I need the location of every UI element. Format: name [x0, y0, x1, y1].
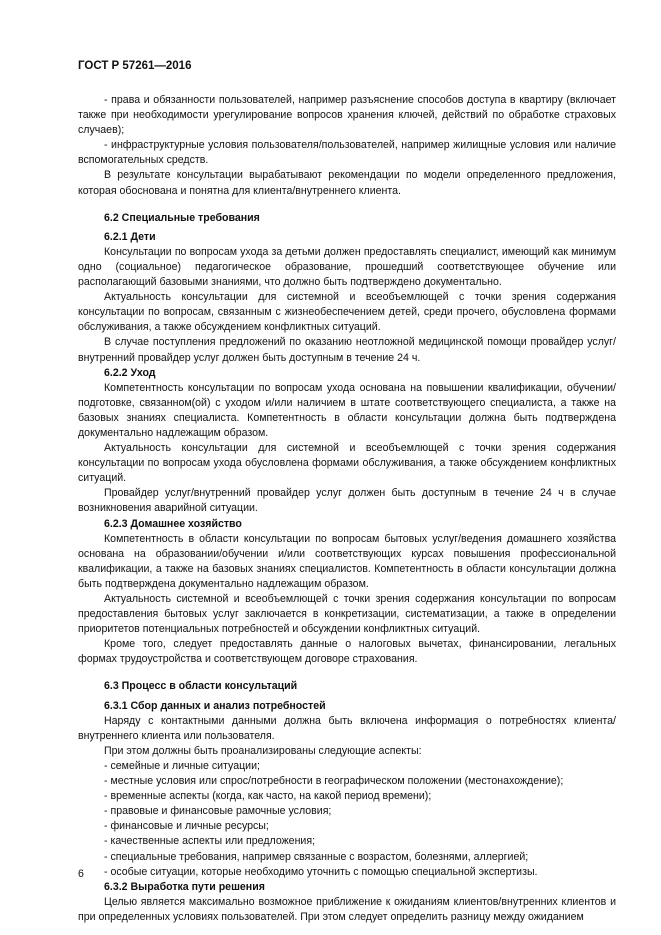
list-item: - финансовые и личные ресурсы; — [104, 820, 269, 833]
paragraph: Компетентность консультации по вопросам ухода основана на повышении квалификации, обучении/подготовке, связанном(ой) с уходом и/или наличием в штате соответствующего специалиста, а также на базовых знаниях специалиста. Компетентность в области консультации должна быть подтверждена документально надлежащим образом. — [78, 381, 616, 439]
section-title-6-3: 6.3 Процесс в области консультаций — [104, 680, 298, 693]
list-item: - качественные аспекты или предложения; — [104, 835, 316, 848]
list-item: - инфраструктурные условия пользователя/пользователей, например жилищные условия или наличие вспомогательных средств. — [78, 139, 616, 167]
paragraph: Актуальность консультации для системной и всеобъемлющей с точки зрения содержания консультации по вопросам, связанным с жизнеобеспечением детей, среди прочего, обусловлена формами обслуживания, а также обсуждением конфликтных ситуаций. — [78, 291, 616, 334]
list-item: - особые ситуации, которые необходимо уточнить с помощью специальной экспертизы. — [104, 865, 538, 878]
paragraph: Актуальность системной и всеобъемлющей с точки зрения содержания консультации по вопросам предоставления бытовых услуг заключается в конкретизации, систематизации, а также в определении приоритетов потенциальных потребностей и обсуждении конфликтных ситуаций. — [78, 593, 616, 636]
paragraph: Актуальность консультации для системной и всеобъемлющей с точки зрения содержания консультации по вопросам ухода обусловлена формами обслуживания, а также обсуждением конфликтных ситуаций. — [78, 442, 616, 485]
subsection-title-6-2-3: 6.2.3 Домашнее хозяйство — [104, 517, 242, 530]
list-item: - правовые и финансовые рамочные условия; — [104, 805, 332, 818]
paragraph: При этом должны быть проанализированы следующие аспекты: — [104, 744, 422, 757]
list-item: - временные аспекты (когда, как часто, на какой период времени); — [104, 790, 432, 803]
paragraph: Консультации по вопросам ухода за детьми должен предоставлять специалист, имеющий как минимум одно (социальное) педагогическое образование, прошедший соответствующее обучение или располагающий базовыми знаниями, что должно быть подтверждено документально. — [78, 245, 616, 289]
paragraph: В случае поступления предложений по оказанию неотложной медицинской помощи провайдер услуг/внутренний провайдер услуг должен быть доступным в течение 24 ч. — [78, 336, 616, 364]
subsection-title-6-3-2: 6.3.2 Выработка пути решения — [104, 880, 265, 893]
list-item: - местные условия или спрос/потребности в географическом положении (местонахождение); — [104, 775, 564, 788]
paragraph: В результате консультации вырабатывают рекомендации по модели определенного предложения, которая обоснована и понятна для клиента/внутреннего клиента. — [78, 169, 616, 197]
list-item: - специальные требования, например связанные с возрастом, болезнями, аллергией; — [104, 850, 529, 863]
subsection-title-6-3-1: 6.3.1 Сбор данных и анализ потребностей — [104, 699, 326, 712]
paragraph: Провайдер услуг/внутренний провайдер услуг должен быть доступным в течение 24 ч в случае возникновения аварийной ситуации. — [78, 487, 616, 515]
subsection-title-6-2-1: 6.2.1 Дети — [104, 230, 156, 243]
section-title-6-2: 6.2 Специальные требования — [104, 211, 260, 224]
document-header: ГОСТ Р 57261—2016 — [78, 60, 192, 72]
subsection-title-6-2-2: 6.2.2 Уход — [104, 366, 156, 379]
list-item: - права и обязанности пользователей, например разъяснение способов доступа в квартиру (включает также при необходимости урегулирование вопросов хранения ключей, действий по обработке страховых случаев); — [78, 94, 616, 137]
paragraph: Целью является максимально возможное приближение к ожиданиям клиентов/внутренних клиентов и при определенных условиях пользователей. При этом следует определить разницу между ожиданием — [78, 895, 616, 923]
paragraph: Наряду с контактными данными должна быть включена информация о потребностях клиента/внутреннего клиента или пользователя. — [78, 714, 616, 742]
page-content — [78, 93, 616, 925]
paragraph: Компетентность в области консультации по вопросам бытовых услуг/ведения домашнего хозяйства основана на образовании/обучении и/или соответствующих курсах повышения профессиональной квалификации, а также на базовых знаниях специалистов. Компетентность в области консультации должна быть подтверждена документально надлежащим образом. — [78, 532, 616, 590]
list-item: - семейные и личные ситуации; — [104, 759, 260, 772]
paragraph: Кроме того, следует предоставлять данные о налоговых вычетах, финансировании, легальных формах трудоустройства и соответствующем договоре страхования. — [78, 638, 616, 666]
page-number: 6 — [78, 868, 84, 880]
